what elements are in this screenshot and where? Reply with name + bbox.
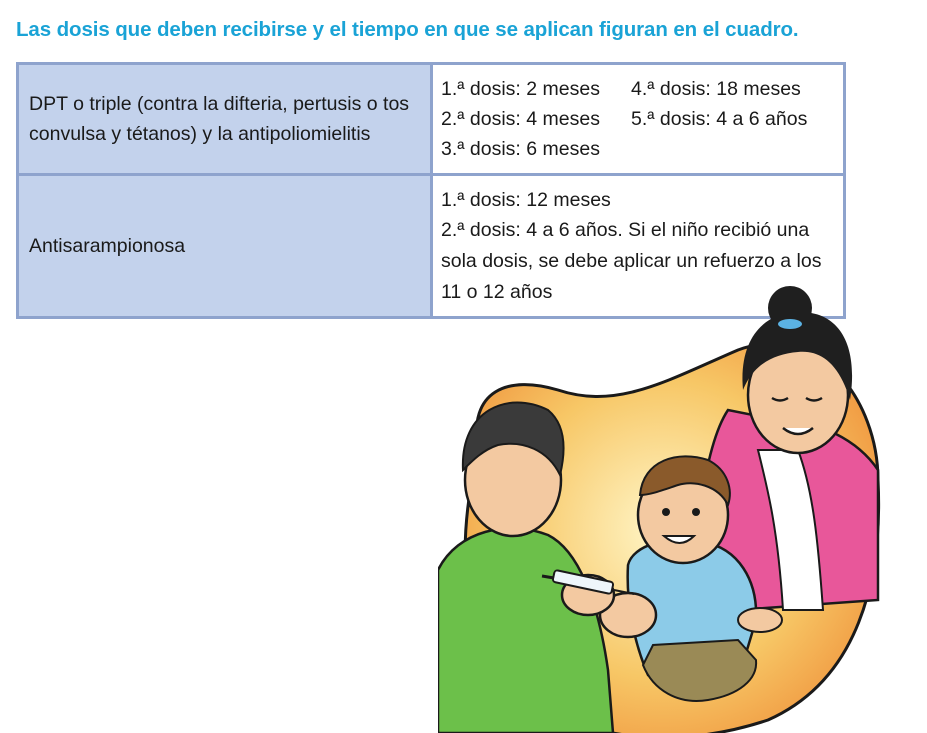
vaccine-name-cell	[18, 175, 432, 318]
dose-item: 4.ª dosis: 18 meses	[631, 78, 801, 100]
dose-item: 1.ª dosis: 2 meses	[441, 78, 600, 100]
vaccine-name: Antisarampionosa	[29, 235, 186, 257]
dose-item: 1.ª dosis: 12 meses	[441, 188, 611, 211]
dose-item: 3.ª dosis: 6 meses	[441, 138, 600, 160]
vaccine-name-cell	[18, 64, 432, 175]
dose-item: 5.ª dosis: 4 a 6 años	[631, 108, 808, 130]
vaccination-illustration	[438, 280, 888, 733]
dose-schedule-cell	[432, 64, 845, 175]
dose-item: 2.ª dosis: 4 meses	[441, 108, 600, 130]
vaccine-name: DPT o triple (contra la difteria, pertusis o tos convulsa y tétanos) y la antipoliomielitis	[29, 93, 410, 145]
table-row	[18, 64, 845, 175]
dose-item: 2.ª dosis: 4 a 6 años. Si el niño recibió una sola dosis, se debe aplicar un refuerzo a los 11 o 12 años	[441, 218, 822, 303]
page-heading: Las dosis que deben recibirse y el tiempo en que se aplican figuran en el cuadro.	[16, 18, 799, 41]
dose-list	[441, 74, 837, 164]
